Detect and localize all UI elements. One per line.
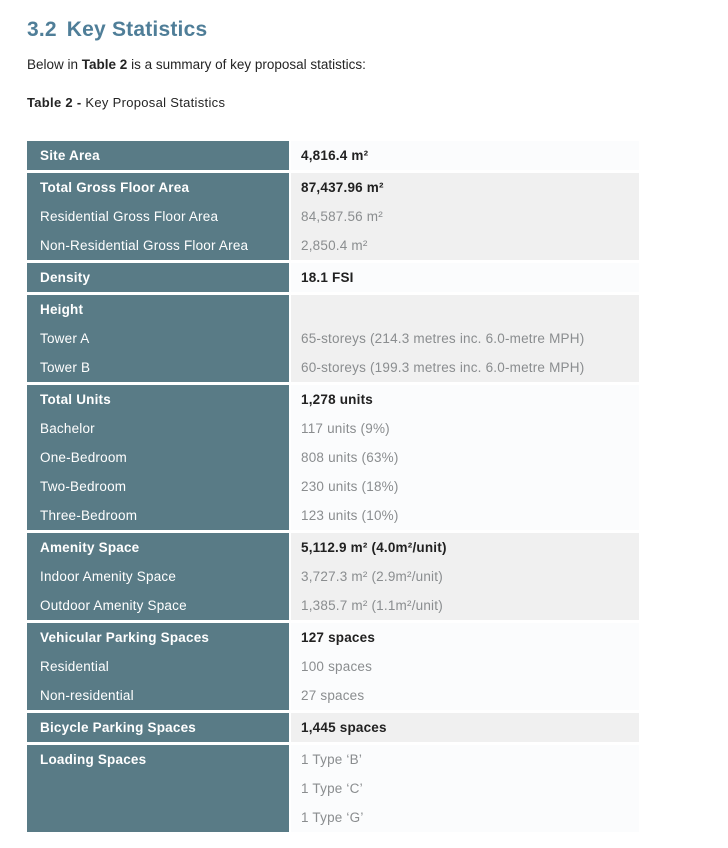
value-column (291, 745, 639, 832)
stat-value: 1 Type ‘B’ (301, 752, 363, 767)
value-column (291, 173, 639, 260)
stat-label: Residential (40, 659, 109, 674)
stat-value: 60-storeys (199.3 metres inc. 6.0-metre MPH) (301, 360, 585, 375)
value-column (291, 295, 639, 382)
stat-label: Bachelor (40, 421, 95, 436)
table-row-group (27, 713, 639, 742)
label-column (27, 263, 289, 292)
stat-value: 1,385.7 m² (1.1m²/unit) (301, 598, 443, 613)
stat-value: 84,587.56 m² (301, 209, 383, 224)
stat-value: 808 units (63%) (301, 450, 399, 465)
stat-value: 18.1 FSI (301, 270, 354, 285)
label-column (27, 533, 289, 620)
table-caption-text: Key Proposal Statistics (81, 95, 226, 110)
stat-value: 2,850.4 m² (301, 238, 368, 253)
stat-label: One-Bedroom (40, 450, 127, 465)
stat-value: 117 units (9%) (301, 421, 390, 436)
stat-label: Site Area (40, 148, 100, 163)
stat-value: 65-storeys (214.3 metres inc. 6.0-metre MPH) (301, 331, 585, 346)
stat-label: Density (40, 270, 91, 285)
value-column (291, 623, 639, 710)
content-wrap (27, 18, 639, 832)
stat-label: Vehicular Parking Spaces (40, 630, 210, 645)
stat-value: 230 units (18%) (301, 479, 399, 494)
label-column (27, 745, 289, 832)
table-row-group (27, 623, 639, 710)
label-column (27, 295, 289, 382)
stat-label: Three-Bedroom (40, 508, 138, 523)
stat-value: 3,727.3 m² (2.9m²/unit) (301, 569, 443, 584)
table-row-group (27, 745, 639, 832)
stat-label: Two-Bedroom (40, 479, 127, 494)
stat-label: Indoor Amenity Space (40, 569, 177, 584)
stat-label: Non-residential (40, 688, 134, 703)
key-statistics-table (27, 141, 639, 832)
stat-value: 4,816.4 m² (301, 148, 369, 163)
intro-table-ref: Table 2 (81, 57, 128, 72)
stat-label (27, 803, 289, 832)
stat-label: Total Units (40, 392, 111, 407)
value-column (291, 141, 639, 170)
stat-value: 87,437.96 m² (301, 180, 384, 195)
stat-label: Residential Gross Floor Area (40, 209, 219, 224)
intro-suffix: is a summary of key proposal statistics: (127, 57, 366, 72)
stat-value: 123 units (10%) (301, 508, 399, 523)
stat-value: 1,278 units (301, 392, 373, 407)
stat-label: Bicycle Parking Spaces (40, 720, 196, 735)
label-column (27, 173, 289, 260)
stat-label: Tower A (40, 331, 90, 346)
table-row-group (27, 533, 639, 620)
label-column (27, 385, 289, 530)
section-number: 3.2 (27, 18, 57, 41)
stat-label: Amenity Space (40, 540, 140, 555)
section-heading (27, 18, 639, 42)
stat-value: 1 Type ‘C’ (301, 781, 363, 796)
table-row-group (27, 141, 639, 170)
stat-value: 1 Type ‘G’ (301, 810, 364, 825)
table-row-group (27, 385, 639, 530)
stat-value: 1,445 spaces (301, 720, 387, 735)
section-title: Key Statistics (66, 18, 208, 41)
stat-label (27, 774, 289, 803)
label-column (27, 713, 289, 742)
label-column (27, 623, 289, 710)
value-column (291, 263, 639, 292)
value-column (291, 533, 639, 620)
stat-value: 27 spaces (301, 688, 365, 703)
stat-label: Tower B (40, 360, 91, 375)
intro-prefix: Below in (27, 57, 82, 72)
intro-paragraph (27, 55, 447, 74)
value-column (291, 385, 639, 530)
stat-label: Total Gross Floor Area (40, 180, 190, 195)
table-caption-label: Table 2 - (27, 95, 82, 110)
stat-value: 127 spaces (301, 630, 376, 645)
stat-label: Outdoor Amenity Space (40, 598, 187, 613)
table-row-group (27, 173, 639, 260)
stat-value: 5,112.9 m² (4.0m²/unit) (301, 540, 447, 555)
label-column (27, 141, 289, 170)
stat-value (291, 295, 639, 324)
table-row-group (27, 263, 639, 292)
table-caption (27, 95, 639, 110)
table-row-group (27, 295, 639, 382)
stat-value: 100 spaces (301, 659, 373, 674)
stat-label: Loading Spaces (40, 752, 147, 767)
value-column (291, 713, 639, 742)
stat-label: Non-Residential Gross Floor Area (40, 238, 249, 253)
stat-label: Height (40, 302, 84, 317)
